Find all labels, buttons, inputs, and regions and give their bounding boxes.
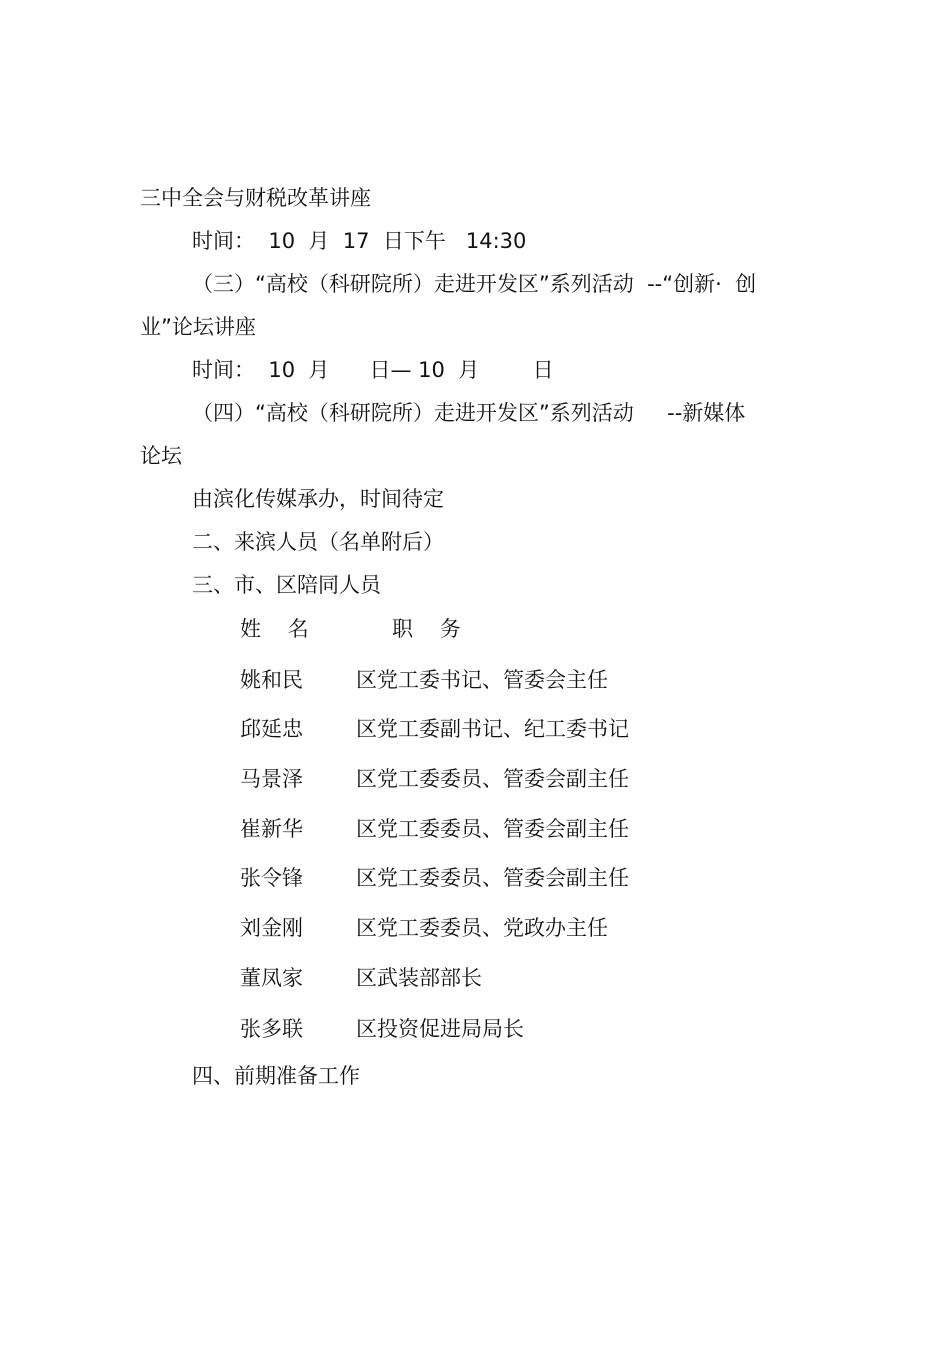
row-name: 马景泽 — [240, 767, 303, 791]
row-name: 董凤家 — [240, 966, 303, 990]
host-note: 由滨化传媒承办，时间待定 — [192, 487, 444, 511]
time-line-1: 时间： 10 月 17 日下午 14:30 — [192, 229, 527, 253]
row-title: 区党工委委员、管委会副主任 — [356, 817, 629, 841]
lecture-title: 三中全会与财税改革讲座 — [140, 186, 371, 210]
row-title: 区党工委副书记、纪工委书记 — [356, 717, 629, 741]
row-title: 区武装部部长 — [356, 966, 482, 990]
time-line-2: 时间： 10 月 日— 10 月 日 — [192, 358, 554, 382]
row-title: 区党工委委员、党政办主任 — [356, 916, 608, 940]
item-three-continuation: 业”论坛讲座 — [140, 315, 256, 339]
section-three-heading: 三、市、区陪同人员 — [192, 573, 381, 597]
row-name: 刘金刚 — [240, 916, 303, 940]
row-title: 区党工委书记、管委会主任 — [356, 668, 608, 692]
row-title: 区投资促进局局长 — [356, 1017, 524, 1041]
row-title: 区党工委委员、管委会副主任 — [356, 866, 629, 890]
item-three-heading: （三）“高校（科研院所）走进开发区”系列活动 --“创新· 创 — [192, 272, 757, 296]
item-four-heading: （四）“高校（科研院所）走进开发区”系列活动 --新媒体 — [192, 401, 746, 425]
row-title: 区党工委委员、管委会副主任 — [356, 767, 629, 791]
row-name: 张令锋 — [240, 866, 303, 890]
row-name: 邱延忠 — [240, 717, 303, 741]
section-four-heading: 四、前期准备工作 — [192, 1064, 360, 1088]
section-two-heading: 二、来滨人员（名单附后） — [192, 530, 444, 554]
row-name: 姚和民 — [240, 668, 303, 692]
row-name: 崔新华 — [240, 817, 303, 841]
item-four-continuation: 论坛 — [140, 444, 182, 468]
header-title: 职 务 — [392, 617, 461, 641]
header-name: 姓 名 — [240, 617, 309, 641]
row-name: 张多联 — [240, 1017, 303, 1041]
